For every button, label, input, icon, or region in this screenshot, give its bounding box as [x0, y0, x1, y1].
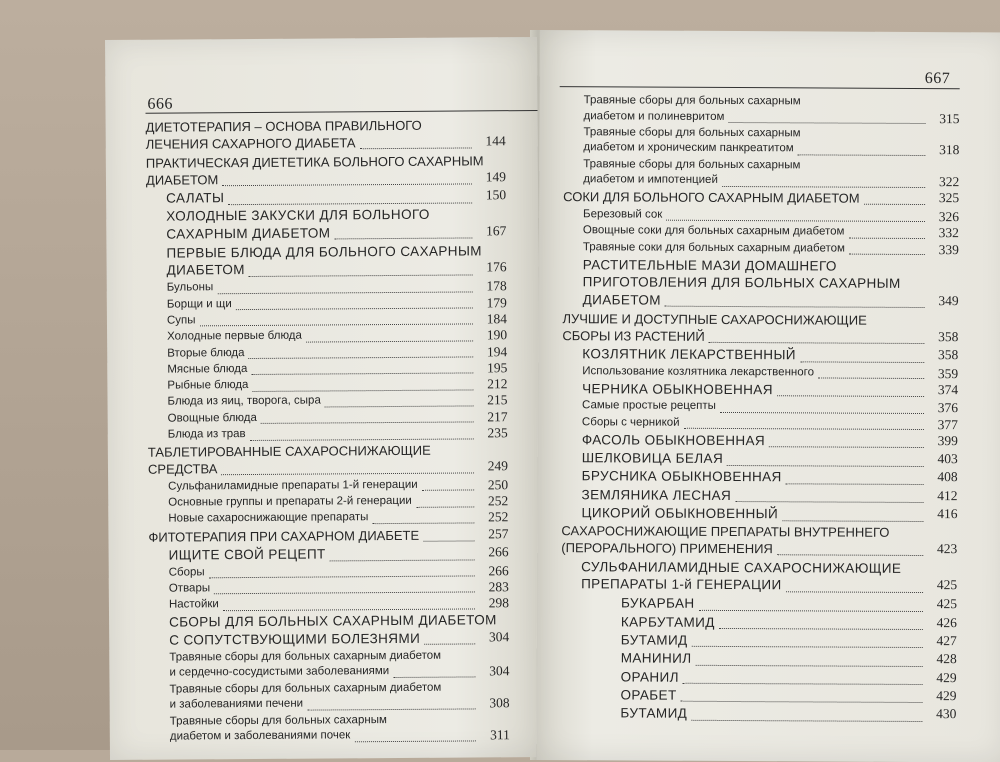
toc-entry-title: СРЕДСТВА [147, 461, 218, 478]
toc-entry-title: Травяные сборы для больных сахарным [583, 126, 801, 140]
header-rule [560, 86, 960, 89]
toc-page-number: 149 [485, 168, 507, 184]
toc-entry-title: (ПЕРОРАЛЬНОГО) ПРИМЕНЕНИЯ [561, 540, 773, 557]
toc-leader-dots [360, 147, 472, 149]
toc-line [561, 523, 957, 542]
toc-leader-dots [325, 405, 474, 407]
toc-page-number: 349 [938, 292, 959, 308]
toc-entry-title: Бульоны [166, 281, 214, 294]
toc-page-number: 150 [485, 187, 507, 203]
toc-entry-title: СБОРЫ ДЛЯ БОЛЬНЫХ САХАРНЫМ ДИАБЕТОМ [169, 612, 497, 630]
toc-entry-title: САХАРНЫМ ДИАБЕТОМ [166, 225, 331, 242]
toc-entry-title: Использование козлятника лекарственного [582, 364, 815, 379]
toc-page-number: 315 [939, 110, 960, 126]
toc-entry-title: Основные группы и препараты 2-й генерации [168, 494, 412, 509]
toc-leader-dots [393, 676, 475, 678]
toc-leader-dots [261, 422, 474, 424]
toc-page-number: 235 [487, 425, 508, 441]
toc-leader-dots [691, 719, 922, 721]
toc-line [168, 511, 508, 529]
toc-entry-title: Борщи и щи [166, 297, 232, 311]
toc-entry-title: диабетом и заболеваниями почек [169, 729, 351, 743]
toc-page-number: 428 [936, 651, 957, 667]
toc-leader-dots [223, 608, 475, 611]
toc-entry-title: ФАСОЛЬ ОБЫКНОВЕННАЯ [581, 432, 766, 448]
toc-line [620, 687, 956, 706]
page-number: 667 [924, 70, 951, 88]
toc-page-number: 184 [486, 311, 508, 327]
toc-line [583, 142, 959, 159]
toc-page-number: 304 [488, 629, 510, 645]
toc-page-number: 167 [486, 222, 507, 239]
toc-entry-title: КОЗЛЯТНИК ЛЕКАРСТВЕННЫЙ [582, 346, 796, 363]
toc-entry-title: и сердечно-сосудистыми заболеваниями [169, 665, 390, 679]
toc-line [169, 630, 509, 650]
toc-leader-dots [777, 555, 923, 557]
toc-leader-dots [798, 154, 926, 156]
toc-entry-title: Мясные блюда [167, 362, 248, 376]
toc-page-number: 322 [938, 174, 960, 190]
toc-leader-dots [423, 540, 474, 541]
toc-leader-dots [307, 708, 475, 710]
toc-entry-title: Новые сахароснижающие препараты [168, 511, 369, 525]
toc-page-number: 359 [937, 365, 959, 381]
toc-line [581, 505, 957, 524]
toc-line [561, 540, 957, 559]
toc-entry-title: ПРЕПАРАТЫ 1-й ГЕНЕРАЦИИ [581, 576, 782, 593]
toc-leader-dots [699, 610, 923, 612]
toc-leader-dots [777, 396, 924, 398]
toc-entry-title: Березовый сок [583, 208, 663, 221]
toc-entry-title: БУКАРБАН [620, 595, 695, 612]
toc-page-number: 249 [487, 458, 509, 474]
toc-entry-title: Отвары [168, 582, 211, 595]
toc-line [583, 292, 959, 311]
toc-page-number: 358 [938, 328, 959, 344]
toc-page-number: 217 [487, 408, 508, 425]
toc-page-number: 194 [486, 343, 508, 359]
toc-line [167, 296, 507, 314]
toc-line [581, 559, 957, 578]
toc-line [166, 224, 506, 244]
toc-leader-dots [719, 628, 923, 630]
toc-page-number: 190 [486, 327, 508, 343]
toc-entry-title: Травяные сборы для больных сахарным диабетом [169, 649, 442, 664]
toc-entry-title: ХОЛОДНЫЕ ЗАКУСКИ ДЛЯ БОЛЬНОГО [166, 207, 430, 224]
toc-entry-title: Овощные соки для больных сахарным диабетом [582, 224, 845, 238]
toc-leader-dots [696, 665, 923, 667]
toc-entry-title: СУЛЬФАНИЛАМИДНЫЕ САХАРОСНИЖАЮЩИЕ [581, 559, 902, 576]
toc-entry-title: ЛУЧШИЕ И ДОСТУПНЫЕ САХАРОСНИЖАЮЩИЕ [562, 310, 867, 328]
toc-leader-dots [683, 683, 923, 685]
toc-entry-title: Сульфаниламидные препараты 1-й генерации [168, 478, 418, 493]
toc-line [167, 260, 507, 280]
toc-leader-dots [735, 501, 923, 503]
toc-leader-dots [416, 506, 474, 507]
toc-leader-dots [373, 522, 475, 524]
toc-line [563, 190, 959, 209]
toc-page-number: 429 [936, 687, 957, 703]
toc-entry-title: БУТАМИД [620, 705, 688, 721]
toc-page-number: 266 [488, 544, 509, 560]
toc-line [168, 410, 508, 428]
toc-leader-dots [306, 340, 473, 342]
toc-line [148, 459, 508, 479]
toc-entry-title: ПРАКТИЧЕСКАЯ ДИЕТЕТИКА БОЛЬНОГО САХАРНЫМ [145, 152, 484, 171]
toc-leader-dots [330, 559, 475, 561]
toc-line [582, 469, 958, 488]
toc-line [169, 564, 509, 582]
toc-line [562, 328, 958, 347]
toc-entry-title: Сборы с черникой [581, 415, 680, 429]
toc-leader-dots [849, 254, 925, 255]
toc-line [562, 311, 958, 330]
toc-line [169, 580, 509, 598]
toc-leader-dots [251, 373, 473, 376]
toc-leader-dots [249, 274, 473, 277]
toc-page-number: 416 [937, 506, 958, 522]
toc-line [170, 696, 510, 714]
toc-line [582, 487, 958, 506]
header-rule [146, 110, 538, 114]
toc-page-number: 318 [939, 142, 960, 158]
toc-entry-title: С СОПУТСТВУЮЩИМИ БОЛЕЗНЯМИ [169, 630, 421, 648]
toc-page-number: 425 [936, 577, 958, 593]
toc-page-number: 257 [488, 525, 509, 542]
toc-entry-title: диабетом и хроническим панкреатитом [583, 141, 794, 155]
toc-line [167, 345, 507, 363]
toc-leader-dots [709, 342, 925, 344]
toc-line [620, 706, 956, 725]
toc-page-number: 311 [490, 727, 510, 743]
toc-entry-title: МАНИНИЛ [620, 650, 692, 666]
toc-line [168, 478, 508, 496]
toc-line [582, 416, 958, 433]
toc-line [583, 241, 959, 258]
toc-leader-dots [209, 575, 475, 578]
toc-entry-title: диабетом и импотенцией [583, 173, 718, 187]
toc-entry-title: СБОРЫ ИЗ РАСТЕНИЙ [562, 327, 705, 344]
toc-entry-title: ЛЕЧЕНИЯ САХАРНОГО ДИАБЕТА [145, 135, 356, 152]
toc-page-number: 377 [937, 416, 958, 432]
toc-entry-title: ОРАБЕТ [620, 687, 677, 703]
toc-leader-dots [722, 186, 925, 188]
toc-line [148, 527, 508, 547]
toc-line [167, 312, 507, 330]
toc-entry-title: КАРБУТАМИД [620, 614, 715, 630]
toc-page-number: 212 [487, 376, 508, 392]
toc-page-number: 252 [487, 493, 509, 509]
toc-leader-dots [228, 202, 472, 205]
toc-entry-title: ФИТОТЕРАПИЯ ПРИ САХАРНОМ ДИАБЕТЕ [148, 527, 420, 545]
toc-entry-title: Супы [166, 314, 196, 327]
toc-entry-title: и заболеваниями печени [169, 697, 304, 711]
toc-line [582, 432, 958, 451]
toc-entry-title: ЦИКОРИЙ ОБЫКНОВЕННЫЙ [581, 505, 779, 522]
toc-leader-dots [221, 473, 474, 476]
toc-page-number: 250 [487, 476, 509, 493]
toc-leader-dots [848, 237, 924, 238]
toc-page-number: 429 [936, 669, 957, 685]
toc-page-number: 332 [938, 225, 959, 241]
toc-line [166, 188, 506, 208]
toc-entry-title: Самые простые рецепты [582, 399, 716, 413]
toc-entry-title: Блюда из яиц, творога, сыра [167, 394, 321, 408]
toc-entry-title: ОРАНИЛ [620, 668, 679, 685]
toc-entry-title: Травяные сборы для больных сахарным диабетом [169, 681, 442, 696]
toc-line [167, 361, 507, 379]
toc-page-number: 144 [485, 133, 506, 149]
toc-entry-title: РАСТИТЕЛЬНЫЕ МАЗИ ДОМАШНЕГО [582, 257, 837, 274]
toc-line [169, 545, 509, 565]
toc-line [582, 450, 958, 469]
toc-page-number: 298 [488, 595, 509, 611]
toc-leader-dots [800, 361, 924, 363]
toc-leader-dots [217, 291, 472, 294]
toc-entry-title: ДИАБЕТОМ [166, 262, 245, 278]
toc-leader-dots [786, 483, 924, 485]
toc-entry-title: САХАРОСНИЖАЮЩИЕ ПРЕПАРАТЫ ВНУТРЕННЕГО [561, 523, 890, 541]
toc-entry-title: ДИЕТОТЕРАПИЯ – ОСНОВА ПРАВИЛЬНОГО [145, 117, 422, 135]
toc-entry-title: ИЩИТЕ СВОЙ РЕЦЕПТ [168, 546, 326, 563]
toc-line [167, 377, 507, 395]
toc-leader-dots [786, 591, 923, 593]
toc-leader-dots [214, 592, 475, 595]
toc-line [583, 257, 959, 276]
toc-entry-title: Травяные сборы для больных сахарным [583, 157, 801, 171]
toc-page-number: 403 [937, 451, 958, 467]
toc-page-number: 308 [489, 695, 510, 711]
toc-leader-dots [354, 740, 475, 742]
toc-line [167, 394, 507, 412]
toc-entry-title: ПРИГОТОВЛЕНИЯ ДЛЯ БОЛЬНЫХ САХАРНЫМ [582, 274, 901, 292]
toc-entry-title: ДИАБЕТОМ [582, 292, 661, 308]
toc-line [168, 426, 508, 444]
toc-line [169, 665, 509, 683]
toc-line [583, 275, 959, 294]
toc-page-number: 178 [486, 278, 507, 294]
toc-page-number: 427 [936, 632, 957, 649]
toc-page-number: 339 [938, 241, 959, 257]
toc-line [584, 110, 960, 127]
toc-leader-dots [720, 412, 924, 414]
toc-line [168, 494, 508, 512]
toc-page-number: 423 [936, 541, 958, 557]
toc-entry-title: БУТАМИД [620, 632, 688, 648]
toc-entry-title: диабетом и полиневритом [583, 109, 725, 123]
toc-line [167, 279, 507, 297]
toc-line [621, 614, 957, 633]
toc-line [146, 134, 506, 154]
toc-line [167, 328, 507, 346]
toc-page-number: 426 [936, 614, 957, 630]
toc-page-number: 374 [937, 381, 959, 398]
toc-page-number: 399 [937, 432, 958, 448]
toc-page-number: 252 [488, 509, 509, 525]
toc-line [583, 208, 959, 225]
toc-leader-dots [728, 122, 925, 124]
toc-page-number: 283 [488, 578, 509, 595]
toc-page-number: 376 [937, 400, 959, 416]
toc-leader-dots [681, 701, 923, 703]
toc-leader-dots [769, 447, 924, 449]
toc-leader-dots [727, 465, 924, 467]
toc-line [581, 577, 957, 596]
right-page [536, 30, 1000, 762]
toc-entry-title: Овощные блюда [167, 411, 257, 425]
toc-leader-dots [684, 428, 924, 430]
toc-entry-title: ТАБЛЕТИРОВАННЫЕ САХАРОСНИЖАЮЩИЕ [147, 443, 431, 461]
toc-page-number: 325 [938, 190, 960, 206]
toc-line [582, 381, 958, 400]
left-page [105, 37, 542, 760]
toc-leader-dots [335, 238, 473, 240]
toc-line [170, 728, 510, 746]
toc-entry-title: ЗЕМЛЯНИКА ЛЕСНАЯ [581, 486, 732, 503]
toc-page-number: 215 [487, 392, 508, 408]
toc-line [146, 170, 506, 190]
toc-leader-dots [864, 204, 925, 205]
toc-leader-dots [422, 490, 474, 491]
toc-entry-title: САЛАТЫ [166, 190, 225, 206]
toc-line [621, 596, 957, 615]
toc-entry-title: Холодные первые блюда [167, 329, 302, 343]
toc-entry-title: Настойки [168, 598, 219, 611]
toc-page-number: 408 [937, 469, 958, 485]
toc-leader-dots [665, 306, 925, 308]
toc-page-number: 179 [486, 294, 507, 310]
toc-page-number: 266 [488, 562, 509, 578]
toc-leader-dots [818, 378, 924, 380]
toc-leader-dots [666, 220, 925, 222]
toc-entry-title: ДИАБЕТОМ [145, 171, 219, 188]
toc-leader-dots [250, 438, 474, 441]
toc-entry-title: БРУСНИКА ОБЫКНОВЕННАЯ [581, 468, 782, 485]
toc-line [583, 224, 959, 241]
toc-entry-title: Травяные сборы для больных сахарным [169, 713, 387, 728]
toc-leader-dots [692, 646, 923, 648]
toc-page-number: 195 [486, 359, 508, 376]
page-number: 666 [147, 95, 174, 113]
toc-entry-title: Сборы [168, 565, 205, 579]
toc-page-number: 425 [936, 596, 958, 612]
toc-entry-title: Травяные сборы для больных сахарным [583, 94, 801, 108]
toc-leader-dots [249, 356, 474, 359]
toc-entry-title: Травяные соки для больных сахарным диабетом [582, 240, 845, 255]
toc-leader-dots [782, 520, 923, 522]
toc-line [582, 347, 958, 366]
toc-page-number: 326 [938, 208, 960, 225]
toc-page-number: 430 [936, 706, 957, 722]
toc-page-number: 176 [486, 259, 507, 275]
toc-entry-title: Вторые блюда [167, 346, 245, 360]
toc-line [582, 365, 958, 382]
toc-line [582, 399, 958, 416]
toc-page-number: 358 [938, 347, 959, 363]
toc-line [621, 669, 957, 688]
toc-leader-dots [253, 389, 474, 392]
toc-line [621, 632, 957, 651]
toc-entry-title: ЧЕРНИКА ОБЫКНОВЕННАЯ [582, 381, 773, 398]
toc-entry-title: СОКИ ДЛЯ БОЛЬНОГО САХАРНЫМ ДИАБЕТОМ [563, 189, 860, 207]
toc-leader-dots [236, 308, 473, 311]
toc-line [583, 173, 959, 190]
toc-page-number: 304 [489, 663, 510, 679]
toc-entry-title: Блюда из трав [167, 428, 246, 441]
toc-leader-dots [200, 324, 473, 327]
toc-entry-title: Рыбные блюда [167, 379, 249, 392]
toc-leader-dots [222, 183, 472, 186]
toc-entry-title: ШЕЛКОВИЦА БЕЛАЯ [581, 450, 724, 467]
toc-page-number: 412 [937, 487, 958, 503]
toc-entry-title: ПЕРВЫЕ БЛЮДА ДЛЯ БОЛЬНОГО САХАРНЫМ [166, 243, 482, 261]
toc-line [621, 651, 957, 670]
toc-line [169, 596, 509, 614]
toc-leader-dots [424, 644, 475, 645]
